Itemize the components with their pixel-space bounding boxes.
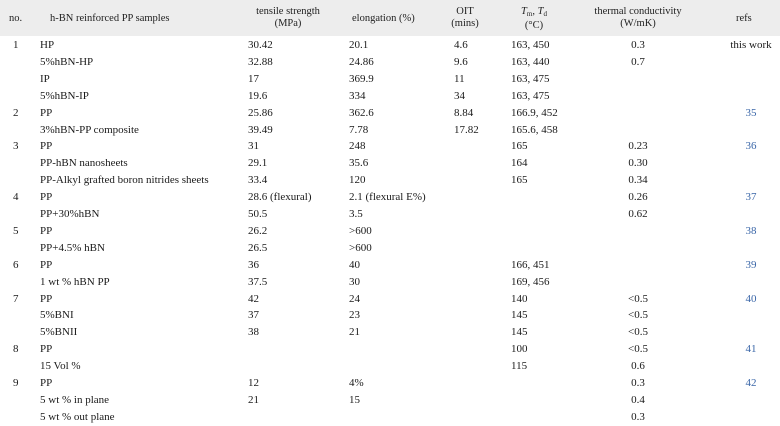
sample-name: IP xyxy=(40,72,50,85)
thermal-conductivity-value: 0.7 xyxy=(631,55,645,68)
header-tensile-line2: (MPa) xyxy=(274,18,302,29)
oit-value: 9.6 xyxy=(454,55,468,68)
table-row xyxy=(0,240,780,257)
row-number: 6 xyxy=(13,258,19,271)
header-tm-sub: m xyxy=(526,10,533,18)
elongation: 20.1 xyxy=(349,39,369,51)
temperature-value: 145 xyxy=(511,309,528,322)
sample-name: PP xyxy=(40,258,53,271)
table-row xyxy=(0,88,780,105)
sample-name: PP+4.5% hBN xyxy=(40,241,105,254)
table-row xyxy=(0,257,780,274)
tensile-strength: 26.5 xyxy=(248,241,268,254)
oit-value: 17.82 xyxy=(454,123,479,136)
table-row xyxy=(0,54,780,71)
reference[interactable]: 39 xyxy=(745,258,757,271)
thermal-conductivity-value: 0.4 xyxy=(631,393,645,406)
row-number: 8 xyxy=(13,343,19,356)
table-row xyxy=(0,291,780,308)
header-tensile xyxy=(238,6,338,30)
temperature-value: 165 xyxy=(511,140,528,153)
temperature-value: 145 xyxy=(511,326,528,339)
tensile-strength: 30.42 xyxy=(248,39,273,51)
header-tc-line2: (W/mK) xyxy=(620,18,656,29)
header-td-sub: d xyxy=(543,10,547,18)
elongation: 24.86 xyxy=(349,55,374,68)
oit-value: 8.84 xyxy=(454,106,474,119)
tensile-strength: 12 xyxy=(248,377,259,389)
header-temperature-line1: $T_m$, $T_d$ xyxy=(521,6,547,18)
thermal-conductivity-value: 0.26 xyxy=(628,191,648,204)
temperature-value: 165 xyxy=(511,174,528,187)
table-row xyxy=(0,122,780,139)
temperature-value: 166.9, 452 xyxy=(511,106,558,119)
row-number: 4 xyxy=(13,191,19,204)
table-row xyxy=(0,375,780,392)
table-row xyxy=(0,409,780,426)
thermal-conductivity-value: 0.23 xyxy=(628,140,648,153)
table-row xyxy=(0,324,780,341)
table-row xyxy=(0,392,780,409)
tensile-strength: 29.1 xyxy=(248,157,268,170)
tensile-strength: 26.2 xyxy=(248,224,268,237)
table-row xyxy=(0,223,780,240)
reference[interactable]: 36 xyxy=(745,140,757,153)
table-row xyxy=(0,307,780,324)
table-row xyxy=(0,105,780,122)
tensile-strength: 25.86 xyxy=(248,106,273,119)
tensile-strength: 19.6 xyxy=(248,89,268,102)
thermal-conductivity-value: <0.5 xyxy=(628,326,648,339)
sample-name: HP xyxy=(40,39,55,51)
header-sample: h-BN reinforced PP samples xyxy=(50,13,170,24)
oit-value: 34 xyxy=(454,89,465,102)
header-tc-line1: thermal conductivity xyxy=(594,6,682,17)
thermal-conductivity-value: 0.3 xyxy=(631,377,645,389)
thermal-conductivity-value: 0.30 xyxy=(628,157,648,170)
tensile-strength: 36 xyxy=(248,258,259,271)
temperature-value: 163, 475 xyxy=(511,72,550,85)
header-temperature-unit: (°C) xyxy=(524,20,544,31)
reference[interactable]: 38 xyxy=(745,224,757,237)
sample-name: PP-hBN nanosheets xyxy=(40,157,128,170)
tensile-strength: 32.88 xyxy=(248,55,273,68)
reference[interactable]: 42 xyxy=(745,377,757,389)
tensile-strength: 28.6 (flexural) xyxy=(248,191,312,204)
temperature-value: 140 xyxy=(511,292,528,305)
sample-name: 5%hBN-HP xyxy=(40,55,94,68)
table-row xyxy=(0,37,780,54)
thermal-conductivity-value: 0.62 xyxy=(628,208,648,220)
reference: this work xyxy=(730,39,772,51)
header-tm-symbol: T xyxy=(521,6,527,17)
sample-name: PP xyxy=(40,106,53,119)
elongation: 120 xyxy=(349,174,366,187)
sample-name: PP xyxy=(40,292,53,305)
header-no: no. xyxy=(9,13,23,24)
table-row xyxy=(0,358,780,375)
thermal-conductivity-value: 0.6 xyxy=(631,360,645,373)
thermal-conductivity-value: <0.5 xyxy=(628,309,648,322)
tensile-strength: 38 xyxy=(248,326,259,339)
table-row xyxy=(0,189,780,206)
elongation: 21 xyxy=(349,326,360,339)
table-row xyxy=(0,138,780,155)
tensile-strength: 37 xyxy=(248,309,259,322)
thermal-conductivity-value: 0.3 xyxy=(631,39,645,51)
sample-name: PP+30%hBN xyxy=(40,208,100,220)
tensile-strength: 17 xyxy=(248,72,259,85)
header-tensile-line1: tensile strength xyxy=(256,6,320,17)
header-refs: refs xyxy=(736,13,752,24)
header-elongation: elongation (%) xyxy=(352,13,415,24)
elongation: 334 xyxy=(349,89,366,102)
sample-name: 3%hBN-PP composite xyxy=(40,123,139,136)
sample-name: PP-Alkyl grafted boron nitrides sheets xyxy=(40,174,209,187)
sample-name: 1 wt % hBN PP xyxy=(40,275,110,288)
row-number: 2 xyxy=(13,106,19,119)
sample-name: PP xyxy=(40,191,53,204)
reference[interactable]: 40 xyxy=(745,292,757,305)
elongation: 7.78 xyxy=(349,123,369,136)
thermal-conductivity-value: <0.5 xyxy=(628,292,648,305)
tensile-strength: 50.5 xyxy=(248,208,268,220)
row-number: 5 xyxy=(13,224,19,237)
sample-name: PP xyxy=(40,377,53,389)
table-header xyxy=(0,0,780,36)
table-row xyxy=(0,172,780,189)
table-row xyxy=(0,341,780,358)
sample-name: 5%BNII xyxy=(40,326,78,339)
table-row xyxy=(0,155,780,172)
elongation: 40 xyxy=(349,258,360,271)
sample-name: 5 wt % in plane xyxy=(40,393,110,406)
header-oit-line2: (mins) xyxy=(451,18,479,29)
header-thermal-conductivity xyxy=(583,6,693,30)
header-oit xyxy=(445,6,485,30)
oit-value: 4.6 xyxy=(454,39,468,51)
table-row xyxy=(0,274,780,291)
thermal-conductivity-value: 0.34 xyxy=(628,174,648,187)
thermal-conductivity-value: <0.5 xyxy=(628,343,648,356)
temperature-value: 166, 451 xyxy=(511,258,550,271)
header-temperature xyxy=(504,6,564,32)
sample-name: 5%hBN-IP xyxy=(40,89,89,102)
sample-name: PP xyxy=(40,140,53,153)
header-oit-line1: OIT xyxy=(456,6,474,17)
tensile-strength: 21 xyxy=(248,393,259,406)
elongation: 2.1 (flexural E%) xyxy=(349,191,426,204)
temperature-value: 100 xyxy=(511,343,528,356)
elongation: >600 xyxy=(349,224,372,237)
elongation: 4% xyxy=(349,377,364,389)
tensile-strength: 33.4 xyxy=(248,174,268,187)
sample-name: 15 Vol % xyxy=(40,360,81,373)
tensile-strength: 37.5 xyxy=(248,275,268,288)
elongation: 35.6 xyxy=(349,157,369,170)
row-number: 3 xyxy=(13,140,19,153)
tensile-strength: 42 xyxy=(248,292,259,305)
row-number: 9 xyxy=(13,377,19,389)
reference[interactable]: 41 xyxy=(745,343,757,356)
reference[interactable]: 37 xyxy=(745,191,757,204)
elongation: >600 xyxy=(349,241,372,254)
temperature-value: 115 xyxy=(511,360,528,373)
table-row xyxy=(0,206,780,223)
reference[interactable]: 35 xyxy=(745,106,757,119)
elongation: 369.9 xyxy=(349,72,374,85)
header-td-symbol: T xyxy=(537,6,544,17)
temperature-value: 163, 450 xyxy=(511,39,550,51)
elongation: 362.6 xyxy=(349,106,374,119)
elongation: 3.5 xyxy=(349,208,363,220)
sample-name: PP xyxy=(40,343,53,356)
thermal-conductivity-value: 0.3 xyxy=(631,410,645,423)
table-row xyxy=(0,71,780,88)
elongation: 248 xyxy=(349,140,366,153)
oit-value: 11 xyxy=(454,72,465,85)
temperature-value: 163, 475 xyxy=(511,89,550,102)
elongation: 23 xyxy=(349,309,360,322)
elongation: 15 xyxy=(349,393,360,406)
elongation: 30 xyxy=(349,275,360,288)
temperature-value: 165.6, 458 xyxy=(511,123,558,136)
row-number: 7 xyxy=(13,292,19,305)
temperature-value: 164 xyxy=(511,157,528,170)
temperature-value: 163, 440 xyxy=(511,55,550,68)
sample-name: 5 wt % out plane xyxy=(40,410,115,423)
sample-name: PP xyxy=(40,224,53,237)
tensile-strength: 39.49 xyxy=(248,123,273,136)
sample-name: 5%BNI xyxy=(40,309,74,322)
tensile-strength: 31 xyxy=(248,140,259,153)
temperature-value: 169, 456 xyxy=(511,275,550,288)
elongation: 24 xyxy=(349,292,360,305)
row-number: 1 xyxy=(13,39,19,51)
